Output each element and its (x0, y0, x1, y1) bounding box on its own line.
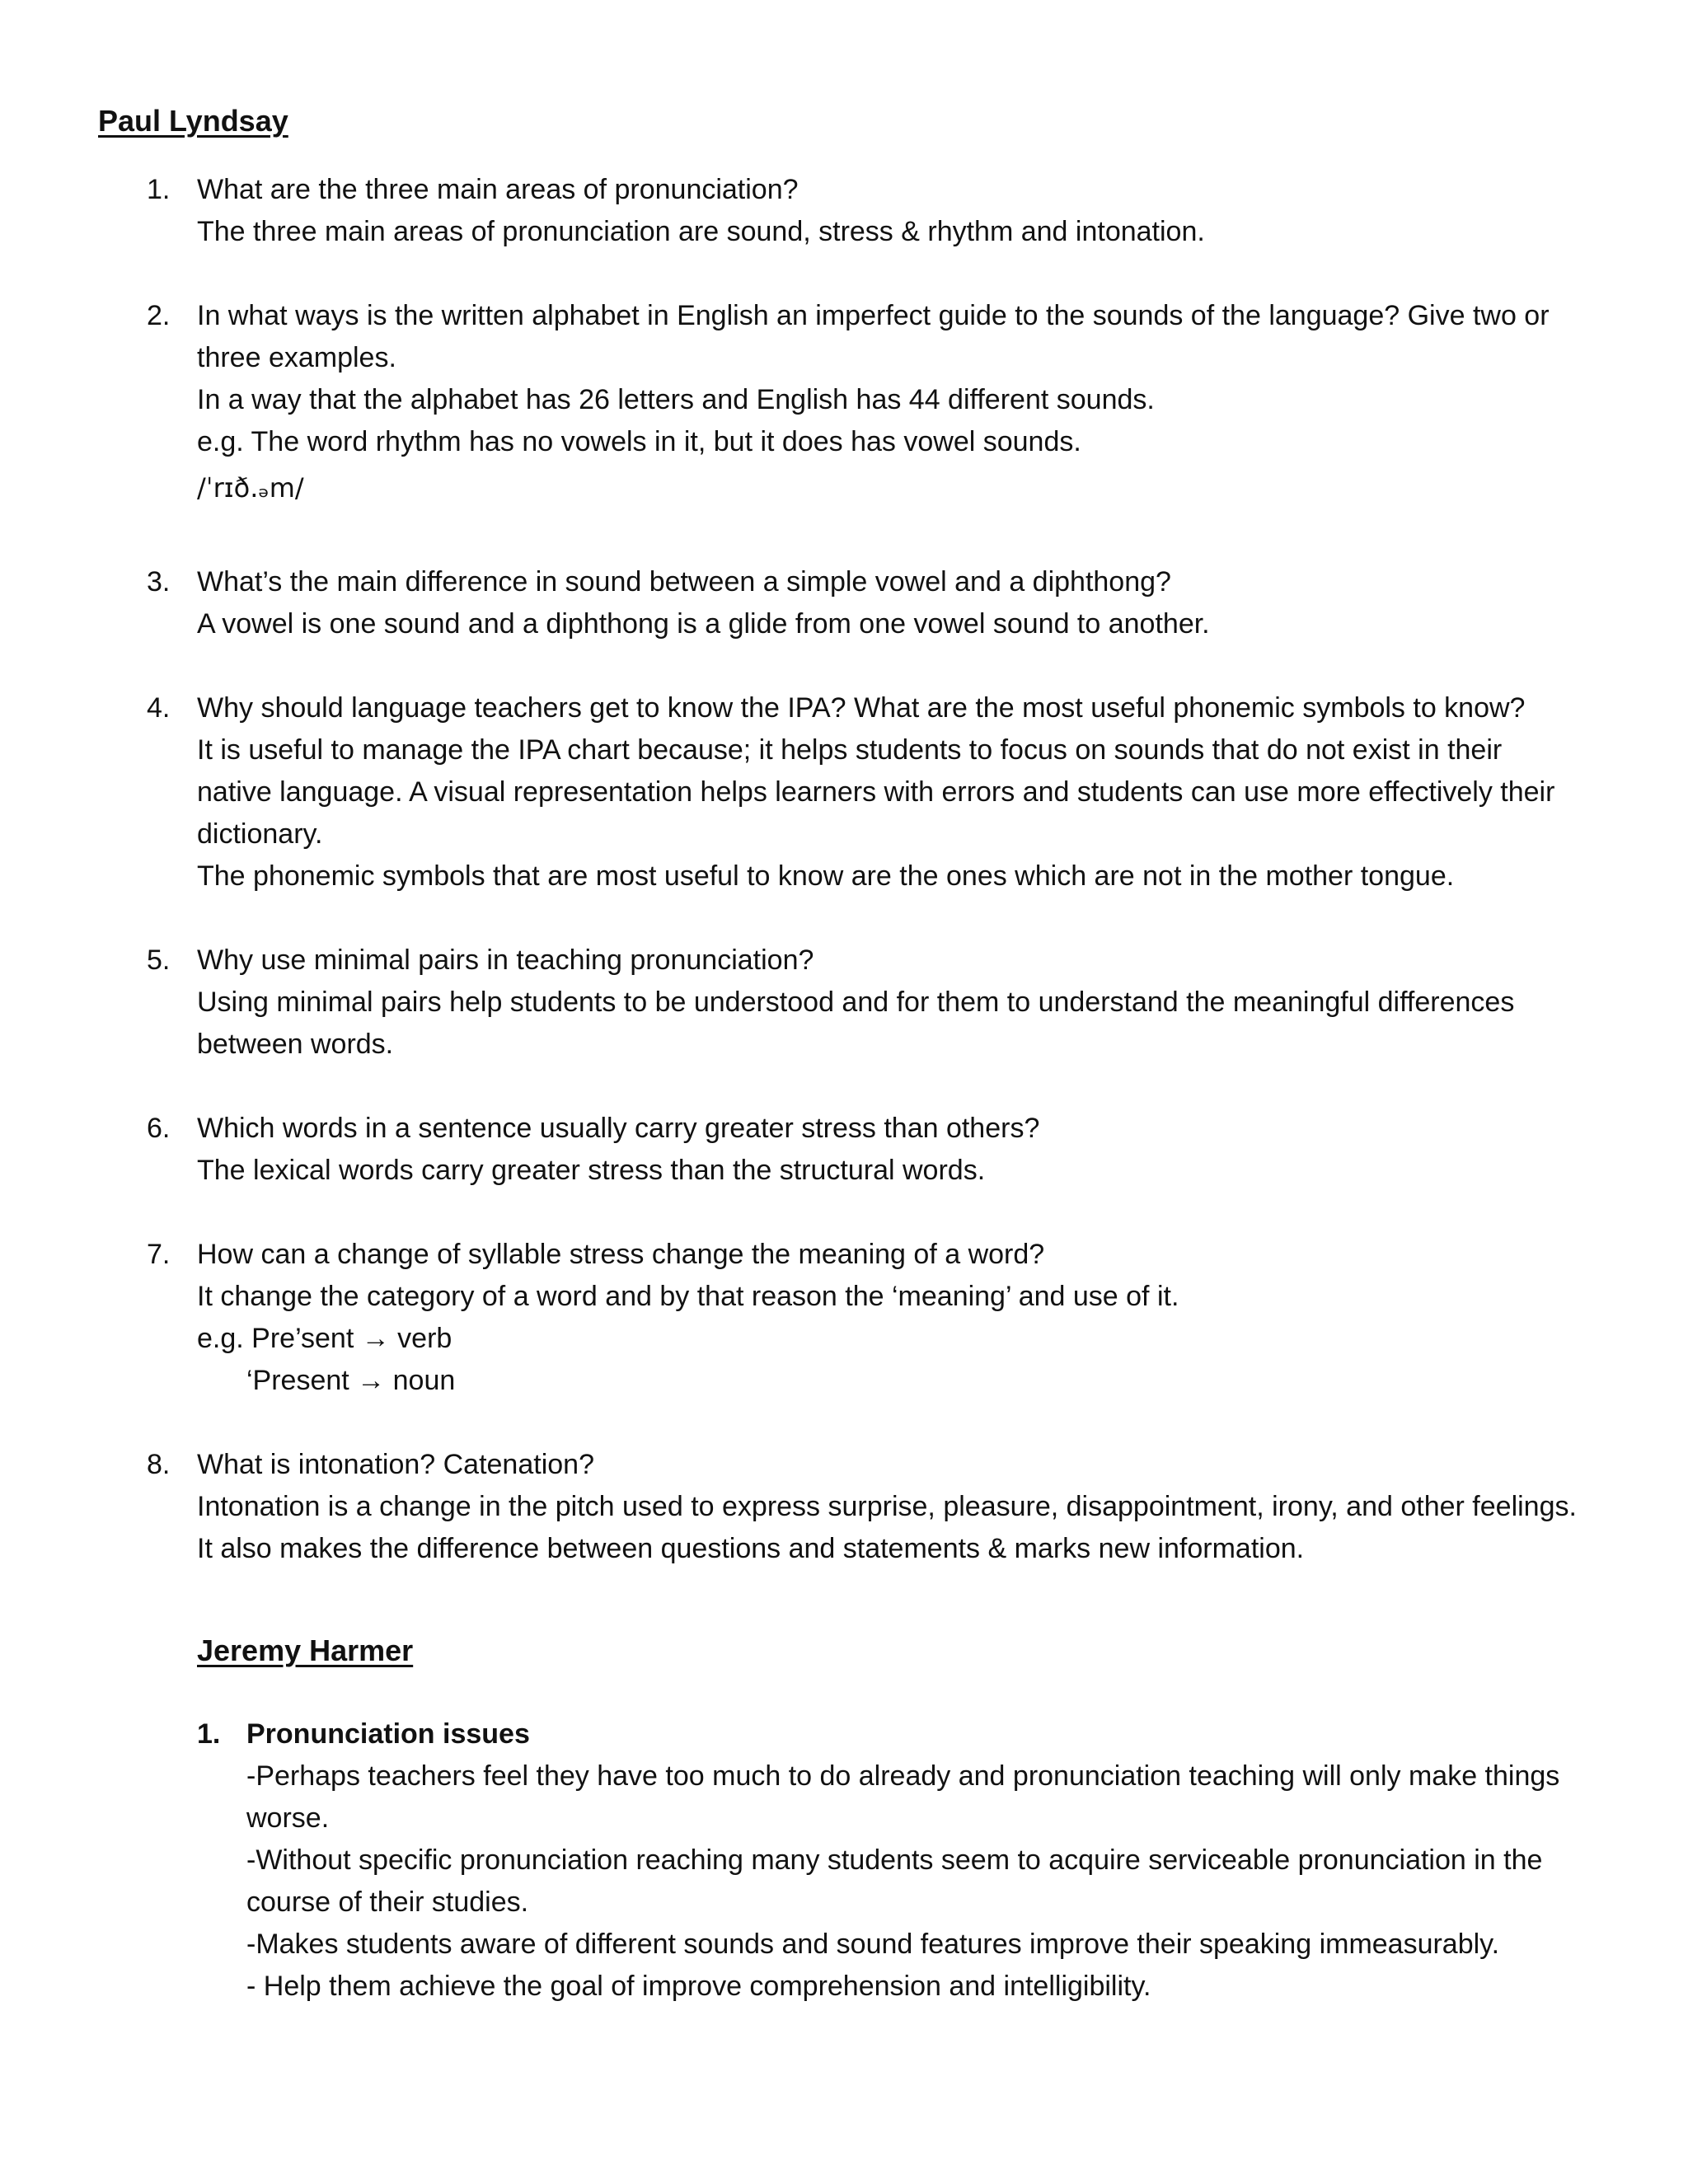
harmer-item-body (246, 1755, 1582, 2008)
harmer-point: -Perhaps teachers feel they have too much to do already and pronunciation teaching will only make things worse. (246, 1760, 1560, 1834)
answer-text: The lexical words carry greater stress than the structural words. (197, 1155, 986, 1186)
example-noun: ‘Present → noun (246, 1365, 456, 1396)
question-number: 6. (147, 1113, 171, 1144)
answer-text: In a way that the alphabet has 26 letters and English has 44 different sounds. (197, 384, 1155, 415)
question-body (197, 561, 1582, 645)
harmer-point: -Without specific pronunciation reaching many students seem to acquire serviceable pronunciation in the course of their studies. (246, 1844, 1543, 1918)
question-body (197, 1444, 1582, 1570)
question-number: 1. (147, 174, 171, 205)
question-body (197, 687, 1582, 898)
question-text: Why should language teachers get to know the IPA? What are the most useful phonemic symbols to know? (197, 692, 1526, 724)
answer-text: e.g. The word rhythm has no vowels in it, but it does has vowel sounds. (197, 426, 1081, 457)
harmer-point: - Help them achieve the goal of improve comprehension and intelligibility. (246, 1971, 1151, 2002)
question-number: 8. (147, 1449, 171, 1480)
harmer-item-number: 1. (197, 1718, 221, 1750)
answer-text: Intonation is a change in the pitch used to express surprise, pleasure, disappointment, irony, and other feelings. (197, 1491, 1577, 1522)
question-body (197, 940, 1582, 1066)
ipa-transcription: /ˈrɪð.ₔm/ (197, 472, 304, 504)
answer-text: The three main areas of pronunciation are sound, stress & rhythm and intonation. (197, 216, 1205, 247)
answer-text: It is useful to manage the IPA chart because; it helps students to focus on sounds that do not exist in their native language. A visual representation helps learners with errors and students can use more effectively their dictionary. (197, 734, 1555, 850)
question-number: 4. (147, 692, 171, 724)
question-text: Which words in a sentence usually carry greater stress than others? (197, 1113, 1040, 1144)
question-number: 3. (147, 566, 171, 598)
question-body (197, 295, 1582, 513)
question-body (197, 1234, 1582, 1402)
answer-text: The phonemic symbols that are most useful to know are the ones which are not in the mother tongue. (197, 860, 1455, 892)
question-text: Why use minimal pairs in teaching pronunciation? (197, 944, 814, 976)
answer-text: Using minimal pairs help students to be understood and for them to understand the meaningful differences between words. (197, 987, 1515, 1060)
question-text: What is intonation? Catenation? (197, 1449, 594, 1480)
question-text: What are the three main areas of pronunciation? (197, 174, 799, 205)
question-body (197, 169, 1582, 253)
question-text: How can a change of syllable stress change the meaning of a word? (197, 1239, 1045, 1270)
question-body (197, 1108, 1582, 1192)
section-heading-paul-lyndsay: Paul Lyndsay (98, 104, 288, 138)
answer-text: It also makes the difference between questions and statements & marks new information. (197, 1533, 1305, 1564)
question-number: 7. (147, 1239, 171, 1270)
question-number: 2. (147, 300, 171, 331)
harmer-item-title: Pronunciation issues (246, 1718, 530, 1750)
harmer-point: -Makes students aware of different sounds and sound features improve their speaking immeasurably. (246, 1929, 1500, 1960)
section-heading-jeremy-harmer: Jeremy Harmer (197, 1633, 414, 1667)
question-number: 5. (147, 944, 171, 976)
answer-text: A vowel is one sound and a diphthong is a glide from one vowel sound to another. (197, 608, 1210, 640)
answer-text: It change the category of a word and by that reason the ‘meaning’ and use of it. (197, 1281, 1179, 1312)
example-verb: e.g. Pre’sent → verb (197, 1323, 452, 1354)
question-text: What’s the main difference in sound between a simple vowel and a diphthong? (197, 566, 1171, 598)
question-text: In what ways is the written alphabet in English an imperfect guide to the sounds of the language? Give two or three examples. (197, 300, 1550, 373)
